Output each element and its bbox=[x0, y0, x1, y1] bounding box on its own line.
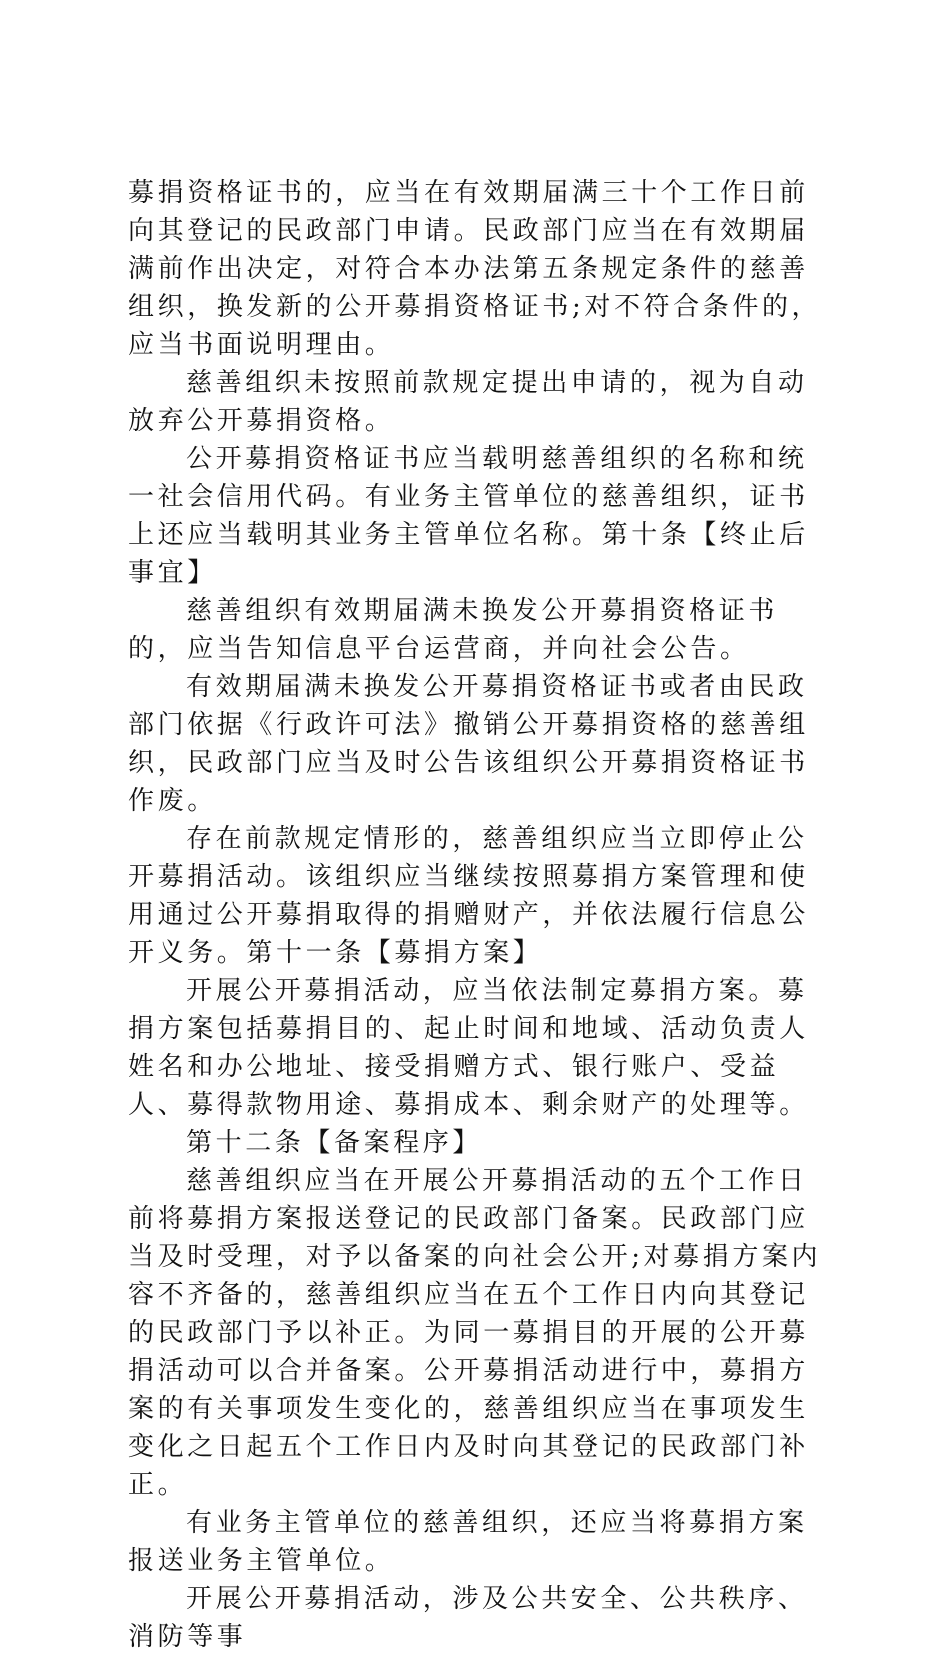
paragraph-4: 慈善组织有效期届满未换发公开募捐资格证书的，应当告知信息平台运营商，并向社会公告。 bbox=[128, 596, 779, 664]
paragraph-8-heading: 第十二条【备案程序】 bbox=[186, 1128, 483, 1158]
document-page bbox=[128, 174, 834, 1656]
paragraph-6: 存在前款规定情形的，慈善组织应当立即停止公开募捐活动。该组织应当继续按照募捐方案管理和使用通过公开募捐取得的捐赠财产，并依法履行信息公开义务。第十一条【募捐方案】 bbox=[128, 824, 809, 968]
paragraph-9: 慈善组织应当在开展公开募捐活动的五个工作日前将募捐方案报送登记的民政部门备案。民政部门应当及时受理，对予以备案的向社会公开;对募捐方案内容不齐备的，慈善组织应当在五个工作日内向其登记的民政部门予以补正。为同一募捐目的开展的公开募捐活动可以合并备案。公开募捐活动进行中，募捐方案的有关事项发生变化的，慈善组织应当在事项发生变化之日起五个工作日内及时向其登记的民政部门补正。 bbox=[128, 1166, 822, 1500]
paragraph-1: 募捐资格证书的，应当在有效期届满三十个工作日前向其登记的民政部门申请。民政部门应当在有效期届满前作出决定，对符合本办法第五条规定条件的慈善组织，换发新的公开募捐资格证书;对不符合条件的，应当书面说明理由。 bbox=[128, 178, 822, 360]
paragraph-10: 有业务主管单位的慈善组织，还应当将募捐方案报送业务主管单位。 bbox=[128, 1508, 808, 1576]
paragraph-11: 开展公开募捐活动，涉及公共安全、公共秩序、消防等事 bbox=[128, 1584, 808, 1652]
paragraph-2: 慈善组织未按照前款规定提出申请的，视为自动放弃公开募捐资格。 bbox=[128, 368, 808, 436]
paragraph-7: 开展公开募捐活动，应当依法制定募捐方案。募捐方案包括募捐目的、起止时间和地域、活动负责人姓名和办公地址、接受捐赠方式、银行账户、受益人、募得款物用途、募捐成本、剩余财产的处理等。 bbox=[128, 976, 809, 1120]
paragraph-5: 有效期届满未换发公开募捐资格证书或者由民政部门依据《行政许可法》撤销公开募捐资格的慈善组织，民政部门应当及时公告该组织公开募捐资格证书作废。 bbox=[128, 672, 809, 816]
paragraph-3: 公开募捐资格证书应当载明慈善组织的名称和统一社会信用代码。有业务主管单位的慈善组织，证书上还应当载明其业务主管单位名称。第十条【终止后事宜】 bbox=[128, 444, 809, 588]
